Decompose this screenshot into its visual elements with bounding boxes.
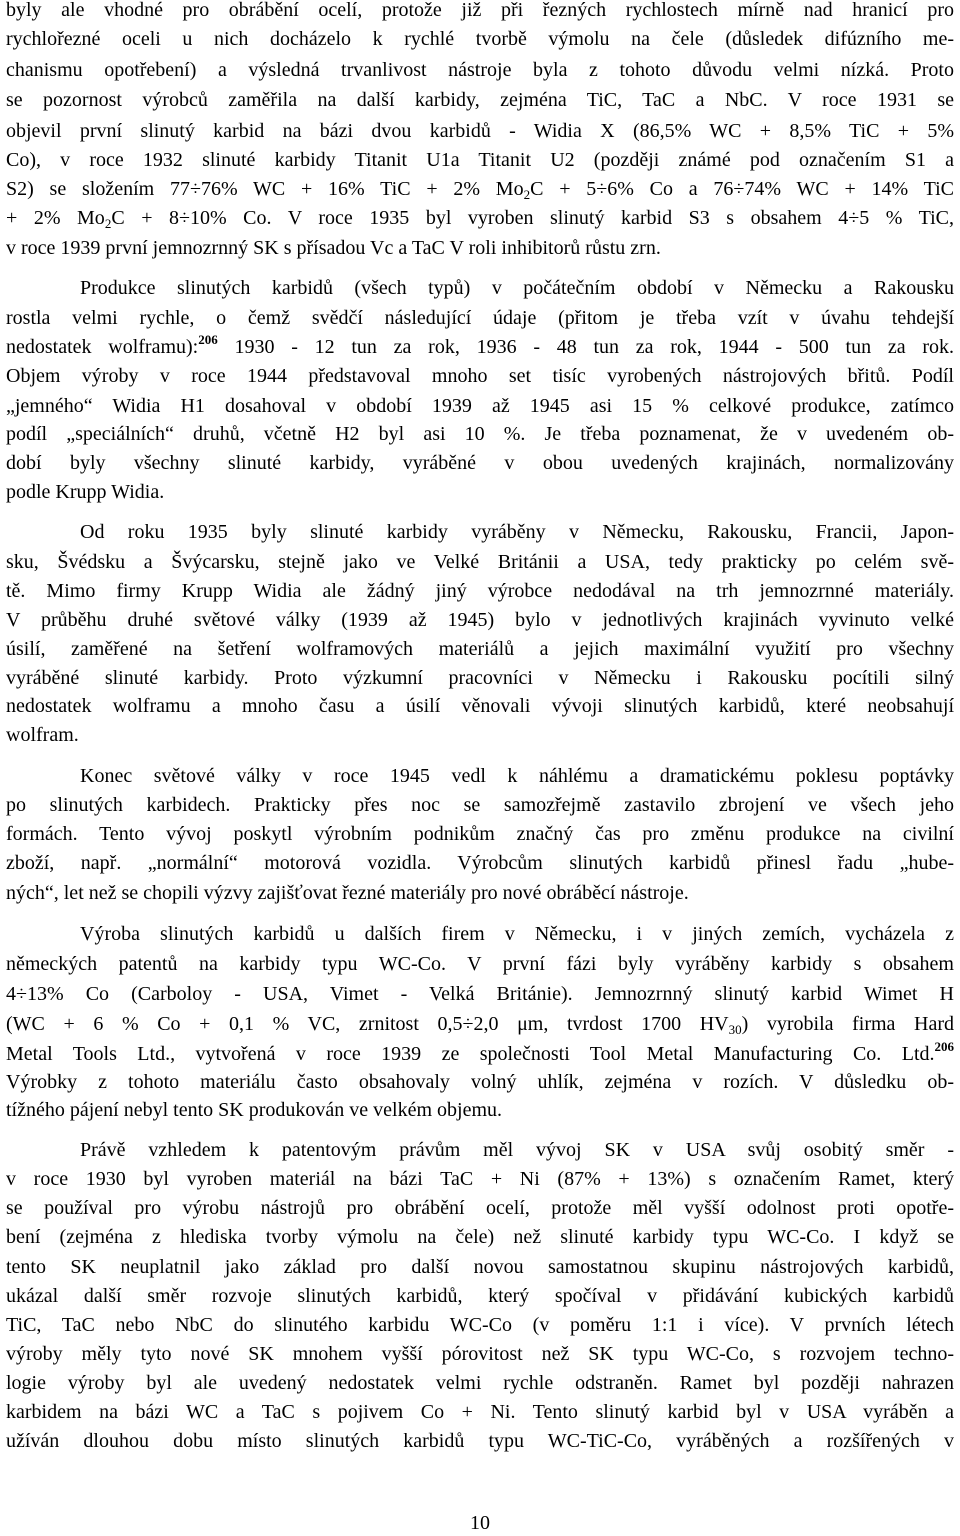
text-line: v roce 1930 byl vyroben materiál na bázi TaC + Ni (87% + 13%) s označením Ramet, který: [6, 1168, 954, 1190]
text-line: + 2% $Mo_2C + 8\div 10\%$ Co. V roce 1935 byl vyroben slinutý karbid S3 s obsahem 4÷5 % TiC,: [6, 207, 954, 231]
text-line: S2) se složením 77÷76% WC + 16% TiC + 2% $Mo_2C + 5\div 6\%$ Co a 76÷74% WC + 14% TiC: [6, 178, 955, 202]
text-line: V průběhu druhé světové války (1939 až 1945) bylo v jednotlivých krajinách vyvinuto velké: [6, 609, 954, 631]
footnote-reference: 206: [198, 332, 218, 347]
text-line: se používal pro výrobu nástrojů pro obrábění ocelí, protože měl vyšší odolnost proti opotře-: [6, 1197, 954, 1219]
text-line: rychlořezné oceli u nich docházelo k rychlé tvorbě výmolu na čele (důsledek difúzního me-: [6, 28, 954, 50]
text-line: Výroba slinutých karbidů u dalších firem v Německu, i v jiných zemích, vycházela z: [80, 923, 954, 945]
text-line: nedostatek wolframu a mnoho času a úsilí věnovali vývoji slinutých karbidů, které neobsahují: [6, 695, 954, 717]
text-line: sku, Švédsku a Švýcarsku, stejně jako ve Velké Británii a USA, tedy prakticky po celém svě-: [6, 551, 954, 573]
text-line: formách. Tento vývoj poskytl výrobním podnikům značný čas pro změnu produkce na civilní: [6, 823, 954, 845]
text-line: německých patentů na karbidy typu WC-Co. V první fázi byly vyráběny karbidy s obsahem: [6, 953, 954, 975]
text-line: užíván dlouhou dobu místo slinutých karbidů typu WC-TiC-Co, vyráběných a rozšířených v: [6, 1430, 954, 1452]
text-line: vyráběné slinuté karbidy. Proto výzkumní pracovníci v Německu i Rakousku pocítili silný: [6, 667, 954, 689]
text-line: Objem výroby v roce 1944 představoval mnoho set tisíc vyrobených nástrojových břitů. Podíl: [6, 365, 954, 387]
text-line: dobí byly všechny slinuté karbidy, vyráběné v obou uvedených krajinách, normalizovány: [6, 452, 954, 474]
text-line: Od roku 1935 byly slinuté karbidy vyráběny v Německu, Rakousku, Francii, Japon-: [80, 521, 954, 543]
text-line: Právě vzhledem k patentovým právům měl vývoj SK v USA svůj osobitý směr -: [80, 1139, 954, 1161]
text-line: byly ale vhodné pro obrábění ocelí, protože již při řezných rychlostech mírně nad hranicí pro: [6, 0, 954, 21]
text-line: (WC + 6 % Co + 0,1 % VC, zrnitost 0,5÷2,0 μm, tvrdost 1700 $HV_{30}$) vyrobila firma Hard: [6, 1013, 954, 1037]
text-line: Co), v roce 1932 slinuté karbidy Titanit U1a Titanit U2 (později známé pod označením S1 a: [6, 149, 954, 171]
text-line: po slinutých karbidech. Prakticky přes noc se samozřejmě zastavilo zbrojení ve všech jeho: [6, 794, 954, 816]
text-line: v roce 1939 první jemnozrnný SK s přísadou Vc a TaC V roli inhibitorů růstu zrn.: [6, 237, 661, 259]
page-number: 10: [470, 1512, 490, 1534]
text-line: rostla velmi rychle, o čemž svědčí následující údaje (přitom je třeba vzít v úvahu tehdejší: [6, 307, 954, 329]
text-line: Výrobky z tohoto materiálu často obsahovaly volný uhlík, zejména v rozích. V důsledku ob-: [6, 1071, 954, 1093]
text-line: podíl „speciálních“ druhů, včetně H2 byl asi 10 %. Je třeba poznamenat, že v uvedeném ob-: [6, 423, 954, 445]
text-line: zboží, např. „normální“ motorová vozidla. Výrobcům slinutých karbidů přinesl řadu „hube-: [6, 852, 954, 874]
text-line: tě. Mimo firmy Krupp Widia ale žádný jiný výrobce nedodával na trh jemnozrnné materiály.: [6, 580, 954, 602]
text-line: Metal Tools Ltd., vytvořená v roce 1939 ze společnosti Tool Metal Manufacturing Co. Ltd.$^{206}$: [6, 1039, 954, 1065]
text-line: TiC, TaC nebo NbC do slinutého karbidu WC-Co (v poměru 1:1 i více). V prvních létech: [6, 1314, 954, 1336]
text-line: chanismu opotřebení) a výsledná trvanlivost nástroje byla z tohoto důvodu velmi nízká. Proto: [6, 59, 954, 81]
text-line: Konec světové války v roce 1945 vedl k náhlému a dramatickému poklesu poptávky: [80, 765, 954, 787]
text-line: podle Krupp Widia.: [6, 481, 165, 503]
text-line: úsilí, zaměřené na šetření wolframových materiálů a jejich maximální využití pro všechny: [6, 638, 954, 660]
text-line: ných“, let než se chopili výzvy zajišťovat řezné materiály pro nové obráběcí nástroje.: [6, 882, 689, 904]
text-line: logie výroby byl ale uvedený nedostatek velmi rychle odstraněn. Ramet byl později nahrazen: [6, 1372, 954, 1394]
text-line: 4÷13% Co (Carboloy - USA, Vimet - Velká Británie). Jemnozrnný slinutý karbid Wimet H: [6, 983, 954, 1005]
text-line: se pozornost výrobců zaměřila na další karbidy, zejména TiC, TaC a NbC. V roce 1931 se: [6, 89, 954, 111]
footnote-reference: 206: [934, 1039, 954, 1054]
text-line: tento SK neuplatnil jako základ pro další novou samostatnou skupinu nástrojových karbidů,: [6, 1256, 954, 1278]
text-line: wolfram.: [6, 724, 79, 746]
text-line: „jemného“ Widia H1 dosahoval v období 1939 až 1945 asi 15 % celkové produkce, zatímco: [6, 395, 954, 417]
text-line: Produkce slinutých karbidů (všech typů) v počátečním období v Německu a Rakousku: [80, 277, 954, 299]
text-line: objevil první slinutý karbid na bázi dvou karbidů - Widia X (86,5% WC + 8,5% TiC + 5%: [6, 120, 954, 142]
text-line: výroby měly tyto nové SK mnohem vyšší pórovitost než SK typu WC-Co, s rozvojem techno-: [6, 1343, 954, 1365]
text-line: tížného pájení nebyl tento SK produkován ve velkém objemu.: [6, 1099, 502, 1121]
text-line: bení (zejména z hlediska tvorby výmolu na čele) než slinuté karbidy typu WC-Co. I když se: [6, 1226, 954, 1248]
text-line: nedostatek wolframu):$^{206}$ 1930 - 12 tun za rok, 1936 - 48 tun za rok, 1944 - 500 tun za rok.: [6, 332, 954, 358]
text-line: ukázal další směr rozvoje slinutých karbidů, který spočíval v přidávání kubických karbidů: [6, 1285, 954, 1307]
text-line: karbidem na bázi WC a TaC s pojivem Co + Ni. Tento slinutý karbid byl v USA vyráběn a: [6, 1401, 954, 1423]
